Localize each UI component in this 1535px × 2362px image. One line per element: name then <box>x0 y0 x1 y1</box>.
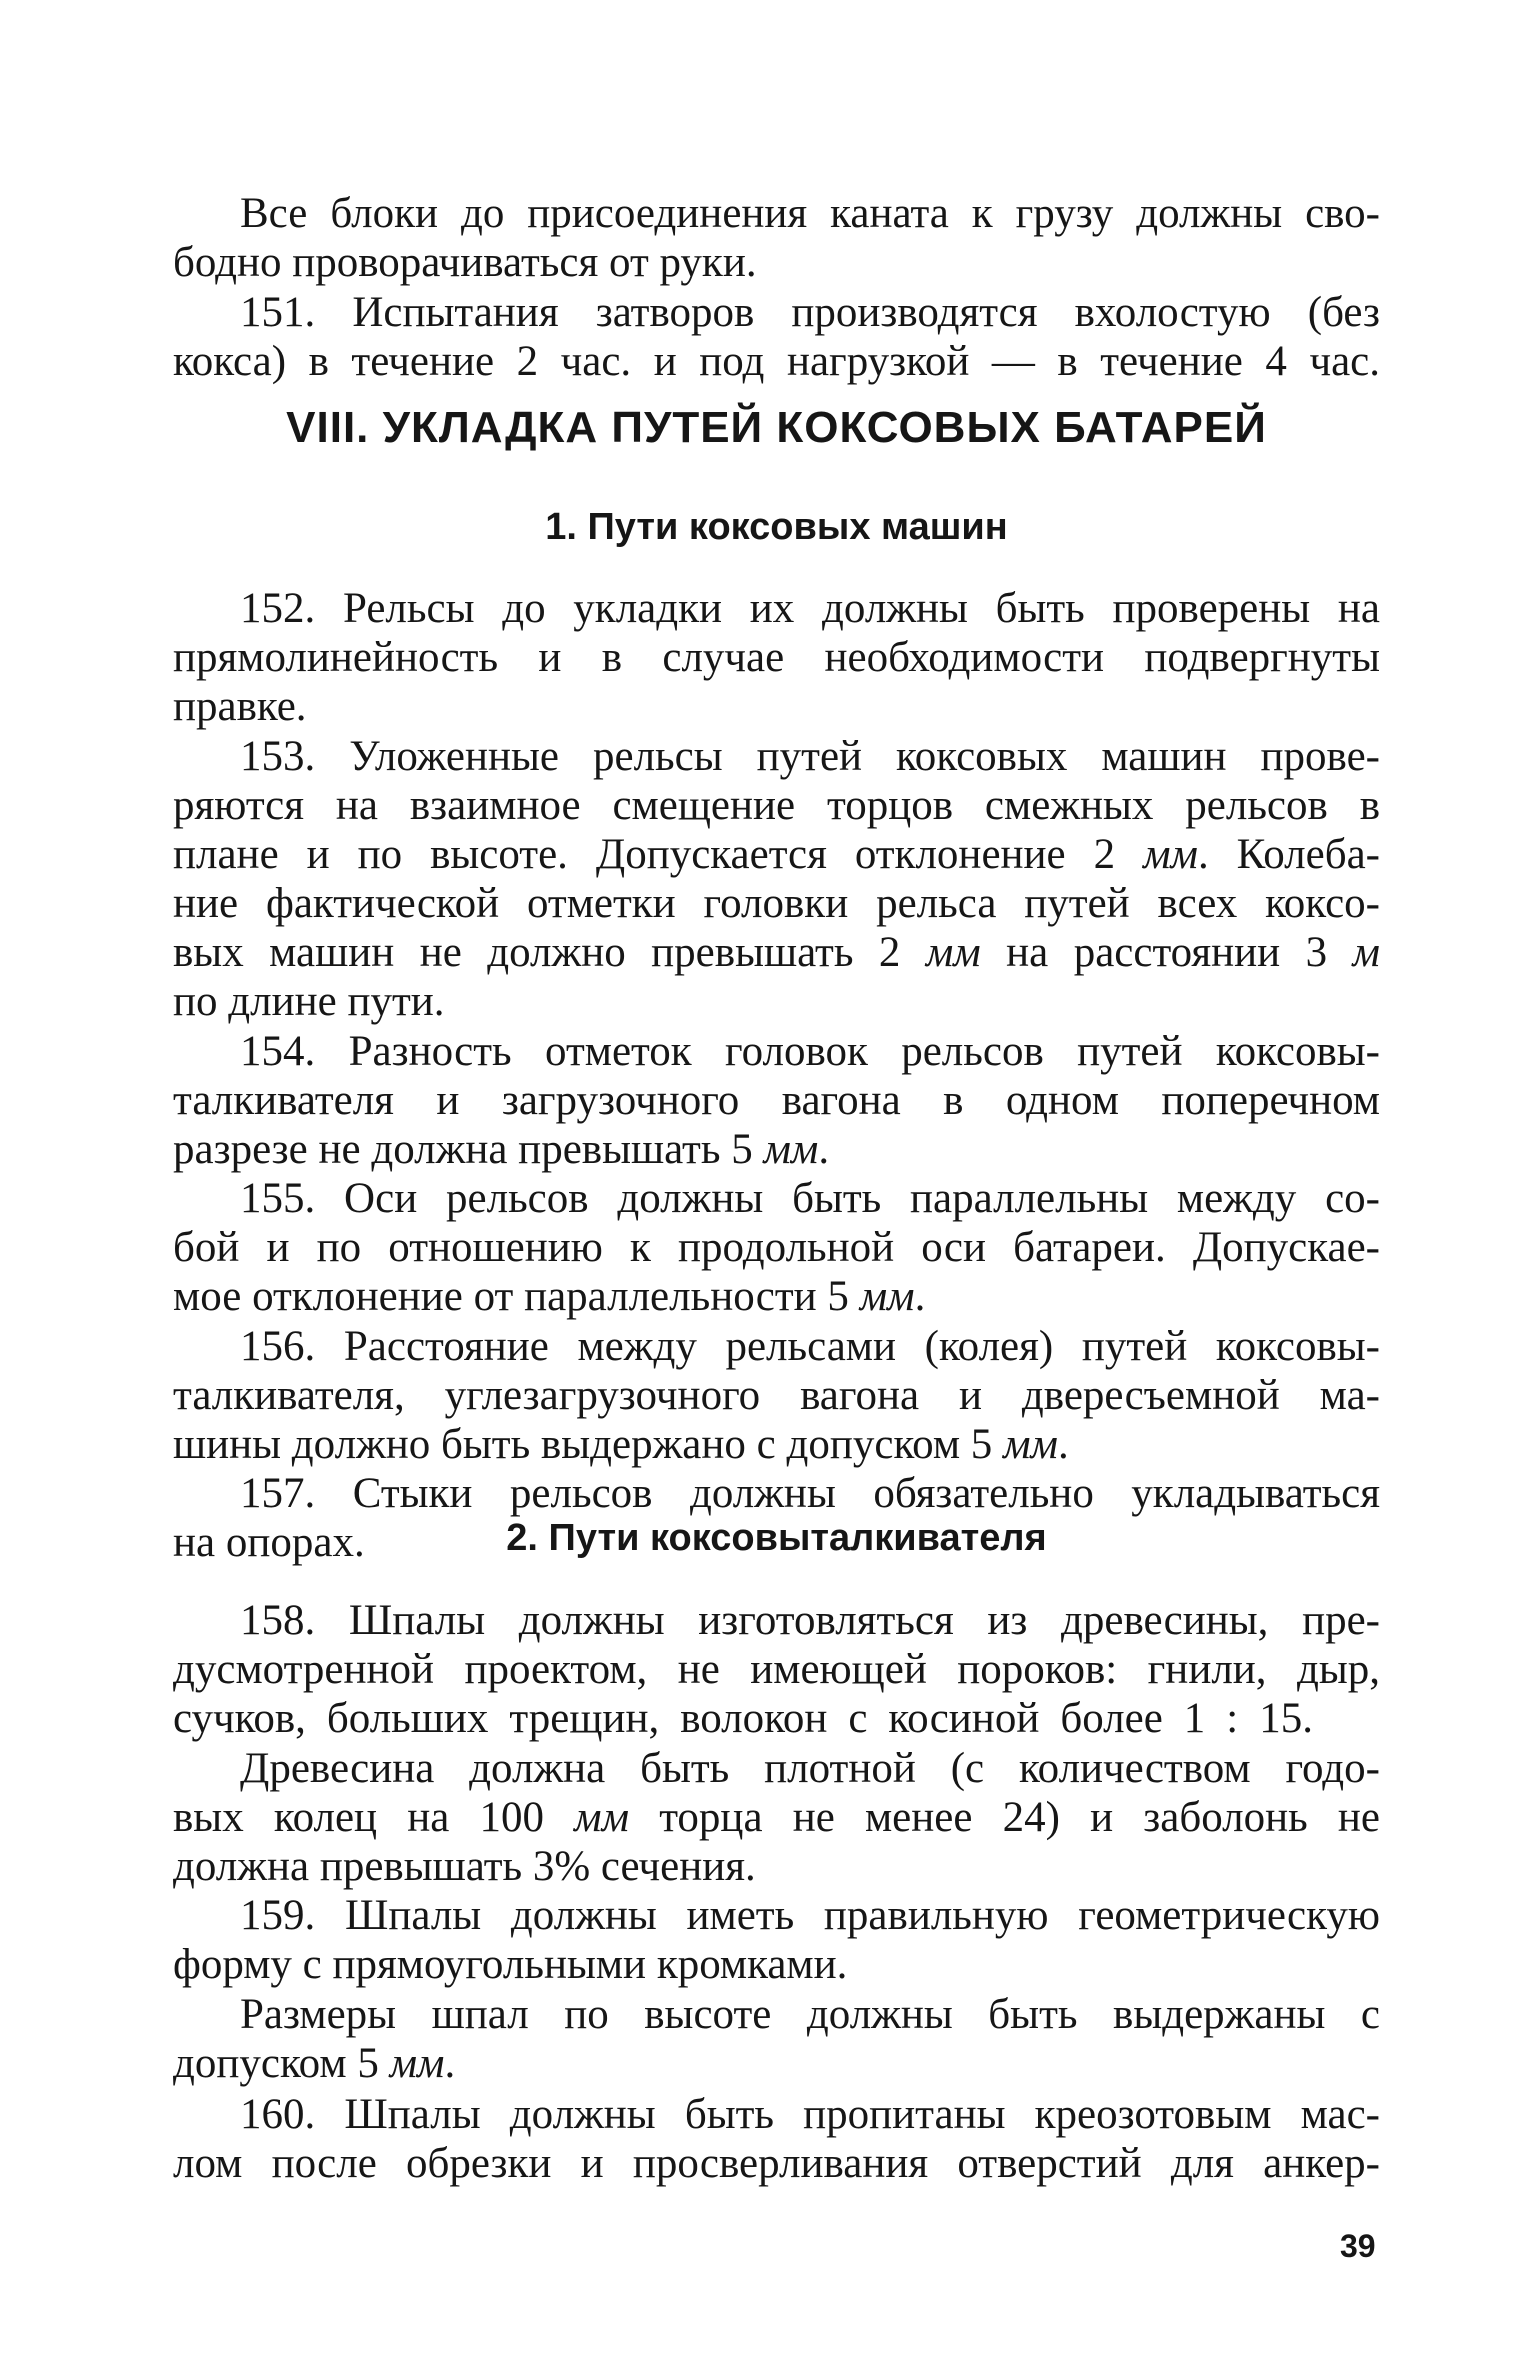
text-line: сучков, больших трещин, волокон с косиной более 1 : 15. <box>173 1695 1313 1742</box>
text-line: 154. Разность отметок головок рельсов путей коксовы- <box>240 1028 1380 1075</box>
section-heading: 2. Пути коксовыталкивателя <box>506 1517 1047 1559</box>
text-line: разрезе не должна превышать 5 мм. <box>173 1126 830 1173</box>
page-number: 39 <box>1340 2228 1376 2264</box>
unit-mm: мм <box>389 2040 445 2087</box>
text-line: 158. Шпалы должны изготовляться из древесины, пре- <box>240 1597 1380 1644</box>
text-line: по длине пути. <box>173 978 445 1025</box>
text-line: вых колец на 100 мм торца не менее 24) и заболонь не <box>173 1794 1380 1841</box>
text-line: Размеры шпал по высоте должны быть выдержаны с <box>240 1991 1380 2038</box>
section-heading: 1. Пути коксовых машин <box>545 506 1008 548</box>
text-line: правке. <box>173 683 307 730</box>
text-line: ряются на взаимное смещение торцов смежных рельсов в <box>173 782 1380 829</box>
unit-mm: мм <box>859 1273 915 1320</box>
chapter-heading: VIII. УКЛАДКА ПУТЕЙ КОКСОВЫХ БАТАРЕЙ <box>286 403 1267 452</box>
text-line: 153. Уложенные рельсы путей коксовых машин прове- <box>240 733 1380 780</box>
text-line: форму с прямоугольными кромками. <box>173 1941 848 1988</box>
text-line: прямолинейность и в случае необходимости подвергнуты <box>173 634 1380 681</box>
text-line: допуском 5 мм. <box>173 2040 456 2087</box>
text-line: шины должно быть выдержано с допуском 5 мм. <box>173 1421 1069 1468</box>
text-line: 159. Шпалы должны иметь правильную геометрическую <box>240 1892 1380 1939</box>
text-line: 156. Расстояние между рельсами (колея) путей коксовы- <box>240 1323 1380 1370</box>
text-line: мое отклонение от параллельности 5 мм. <box>173 1273 926 1320</box>
unit-mm: мм <box>763 1126 819 1173</box>
unit-m: м <box>1352 929 1380 976</box>
text-line: талкивателя, углезагрузочного вагона и двересъемной ма- <box>173 1372 1380 1419</box>
text-line: должна превышать 3% сечения. <box>173 1843 756 1890</box>
text-line: талкивателя и загрузочного вагона в одном поперечном <box>173 1077 1380 1124</box>
text-line: 157. Стыки рельсов должны обязательно укладываться <box>240 1470 1380 1517</box>
text-line: 151. Испытания затворов производятся вхолостую (без <box>240 289 1380 336</box>
text-line: Древесина должна быть плотной (с количеством годо- <box>240 1745 1380 1792</box>
text-line: ние фактической отметки головки рельса путей всех коксо- <box>173 880 1380 927</box>
text-line: на опорах. <box>173 1519 365 1566</box>
text-line: лом после обрезки и просверливания отверстий для анкер- <box>173 2140 1380 2187</box>
text-line: 160. Шпалы должны быть пропитаны креозотовым мас- <box>240 2091 1380 2138</box>
text-line: бой и по отношению к продольной оси батареи. Допускае- <box>173 1224 1380 1271</box>
text-line: вых машин не должно превышать 2 мм на расстоянии 3 м <box>173 929 1380 976</box>
text-line: плане и по высоте. Допускается отклонение 2 мм. Колеба- <box>173 831 1380 878</box>
unit-mm: мм <box>574 1794 630 1841</box>
unit-mm: мм <box>925 929 981 976</box>
text-line: дусмотренной проектом, не имеющей пороков: гнили, дыр, <box>173 1646 1380 1693</box>
unit-mm: мм <box>1003 1421 1058 1468</box>
text-line: Все блоки до присоединения каната к грузу должны сво- <box>240 190 1380 237</box>
text-line: 152. Рельсы до укладки их должны быть проверены на <box>240 585 1380 632</box>
text-line: 155. Оси рельсов должны быть параллельны между со- <box>240 1175 1380 1222</box>
unit-mm: мм <box>1143 831 1198 878</box>
text-line: кокса) в течение 2 час. и под нагрузкой — в течение 4 час. <box>173 338 1380 385</box>
text-line: бодно проворачиваться от руки. <box>173 239 757 286</box>
